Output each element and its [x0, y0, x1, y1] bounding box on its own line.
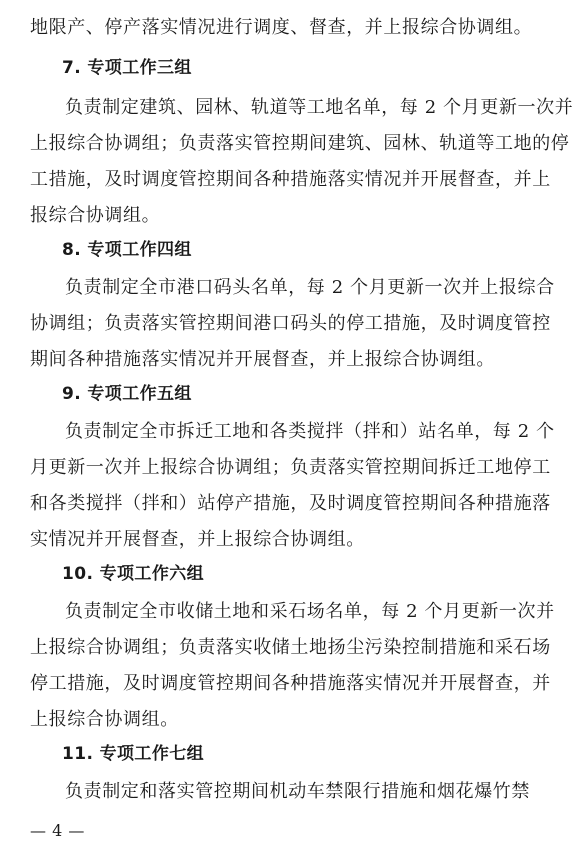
text-line: 负责制定建筑、园林、轨道等工地名单，每 2 个月更新一次并	[65, 97, 574, 118]
text-line: 报综合协调组。	[30, 205, 161, 226]
text-line: 和各类搅拌（拌和）站停产措施，及时调度管控期间各种措施落	[30, 493, 551, 514]
text-line: 负责制定和落实管控期间机动车禁限行措施和烟花爆竹禁	[65, 781, 530, 802]
text-line: 负责制定全市收储土地和采石场名单，每 2 个月更新一次并	[65, 601, 555, 622]
text-line: 上报综合协调组；负责落实收储土地扬尘污染控制措施和采石场	[30, 637, 551, 658]
text-line: 协调组；负责落实管控期间港口码头的停工措施，及时调度管控	[30, 313, 551, 334]
section-heading-7: 7. 专项工作三组	[62, 58, 192, 78]
text-line: 上报综合协调组。	[30, 709, 179, 730]
text-line: 停工措施，及时调度管控期间各种措施落实情况并开展督查，并	[30, 673, 551, 694]
text-line: 负责制定全市港口码头名单，每 2 个月更新一次并上报综合	[65, 277, 555, 298]
text-line: 上报综合协调组；负责落实管控期间建筑、园林、轨道等工地的停	[30, 133, 570, 154]
page-number: — 4 —	[30, 821, 85, 840]
section-heading-9: 9. 专项工作五组	[62, 384, 192, 404]
text-line: 期间各种措施落实情况并开展督查，并上报综合协调组。	[30, 349, 495, 370]
section-heading-8: 8. 专项工作四组	[62, 240, 192, 260]
section-heading-11: 11. 专项工作七组	[62, 744, 205, 764]
section-heading-10: 10. 专项工作六组	[62, 564, 205, 584]
text-line: 地限产、停产落实情况进行调度、督查，并上报综合协调组。	[30, 17, 533, 38]
text-line: 月更新一次并上报综合协调组；负责落实管控期间拆迁工地停工	[30, 457, 551, 478]
text-line: 工措施，及时调度管控期间各种措施落实情况并开展督查，并上	[30, 169, 551, 190]
text-line: 负责制定全市拆迁工地和各类搅拌（拌和）站名单，每 2 个	[65, 421, 555, 442]
text-line: 实情况并开展督查，并上报综合协调组。	[30, 529, 365, 550]
